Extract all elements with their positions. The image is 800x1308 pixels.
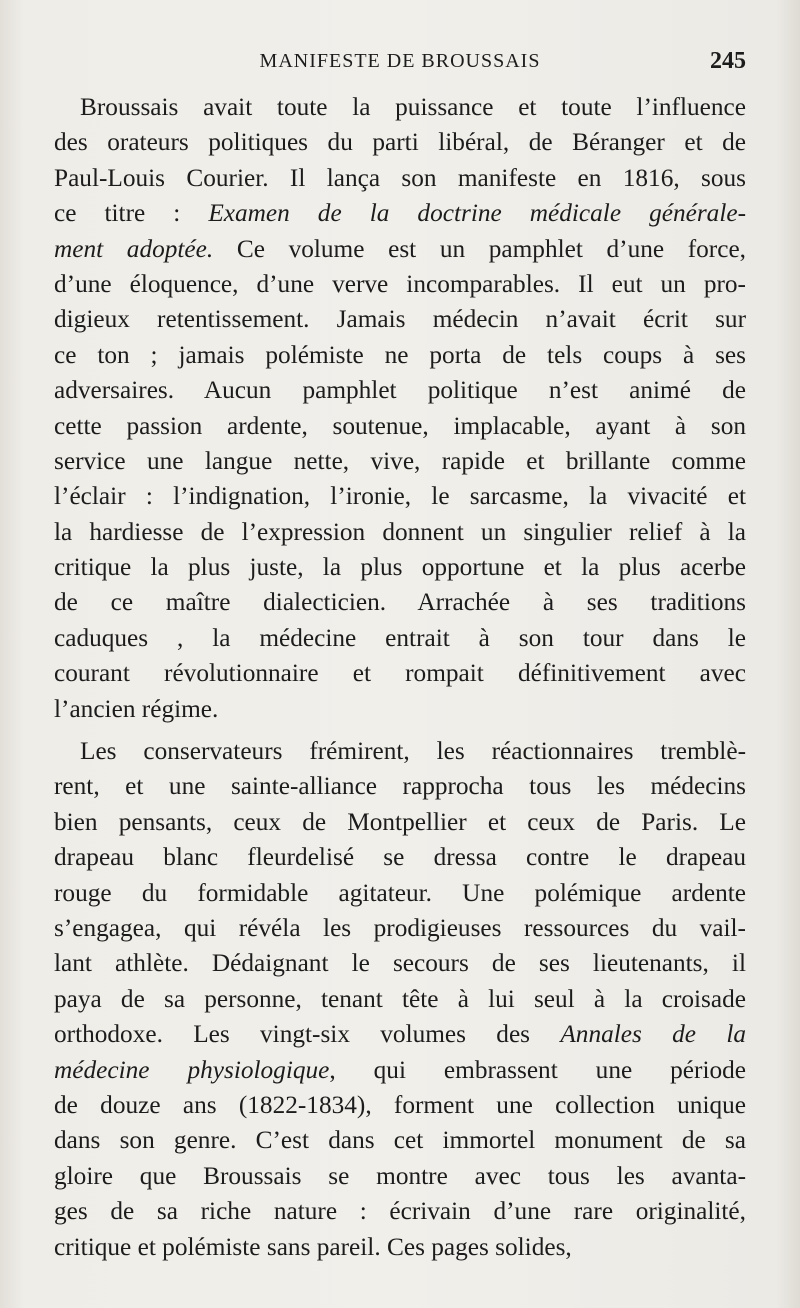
text-line: la hardiesse de l’expression donnent un singulier relief à la [54, 517, 746, 546]
text-line: Les conservateurs frémirent, les réactionnaires tremblè- [80, 737, 746, 766]
text-line [54, 1017, 746, 1052]
text-line: gloire que Broussais se montre avec tous les avanta- [54, 1161, 746, 1190]
text-line: service une langue nette, vive, rapide et brillante comme [54, 446, 746, 475]
italic-title: Examen de la doctrine médicale générale- [208, 199, 747, 228]
page-number: 245 [710, 48, 746, 74]
italic-title: ment adoptée. [54, 234, 214, 263]
italic-title: médecine physiologique [54, 1055, 330, 1084]
running-title: MANIFESTE DE BROUSSAIS [259, 50, 541, 72]
text-line [54, 196, 746, 231]
text-run: ce titre : [54, 199, 209, 228]
text-line: de douze ans (1822-1834), forment une collection unique [54, 1090, 746, 1119]
text-line: paya de sa personne, tenant tête à lui seul à la croisade [54, 984, 746, 1013]
running-header [54, 46, 746, 76]
text-line: courant révolutionnaire et rompait définitivement avec [54, 659, 746, 688]
text-line: bien pensants, ceux de Montpellier et ceux de Paris. Le [54, 807, 746, 836]
text-run: orthodoxe. Les vingt-six volumes des [54, 1020, 561, 1049]
text-line: s’engagea, qui révéla les prodigieuses ressources du vail- [54, 913, 746, 942]
text-line: adversaires. Aucun pamphlet politique n’est animé de [54, 376, 746, 405]
text-line [54, 232, 746, 267]
text-line: Broussais avait toute la puissance et toute l’influence [80, 93, 746, 121]
text-line: critique et polémiste sans pareil. Ces pages solides, [54, 1232, 572, 1261]
text-line: de ce maître dialecticien. Arrachée à ses traditions [54, 588, 746, 617]
text-line: rent, et une sainte-alliance rapprocha tous les médecins [54, 772, 746, 801]
text-line: ce ton ; jamais polémiste ne porta de tels coups à ses [54, 340, 746, 369]
text-line: rouge du formidable agitateur. Une polémique ardente [54, 878, 746, 907]
text-line: Paul-Louis Courier. Il lança son manifeste en 1816, sous [54, 163, 746, 192]
text-run: Ce volume est un pamphlet d’une force, [213, 234, 747, 263]
text-line: caduques , la médecine entrait à son tour dans le [54, 623, 746, 652]
paragraph [54, 734, 746, 1265]
body-text [54, 90, 746, 1265]
text-line: ges de sa riche nature : écrivain d’une rare originalité, [54, 1197, 746, 1226]
text-line: des orateurs politiques du parti libéral, de Béranger et de [54, 128, 746, 157]
text-line: l’ancien régime. [54, 694, 219, 723]
text-run: , qui embrassent une période [329, 1055, 747, 1084]
text-line: dans son genre. C’est dans cet immortel monument de sa [54, 1126, 746, 1155]
text-line [54, 1053, 746, 1088]
italic-title: Annales de la [560, 1020, 747, 1049]
text-line: critique la plus juste, la plus opportune et la plus acerbe [54, 553, 746, 582]
paragraph [54, 90, 746, 727]
text-line: d’une éloquence, d’une verve incomparables. Il eut un pro- [54, 269, 746, 298]
text-line: drapeau blanc fleurdelisé se dressa contre le drapeau [54, 843, 746, 872]
text-line: l’éclair : l’indignation, l’ironie, le sarcasme, la vivacité et [54, 482, 746, 511]
text-line: cette passion ardente, soutenue, implacable, ayant à son [54, 411, 746, 440]
text-line: digieux retentissement. Jamais médecin n’avait écrit sur [54, 305, 746, 334]
text-line: lant athlète. Dédaignant le secours de ses lieutenants, il [54, 949, 746, 978]
